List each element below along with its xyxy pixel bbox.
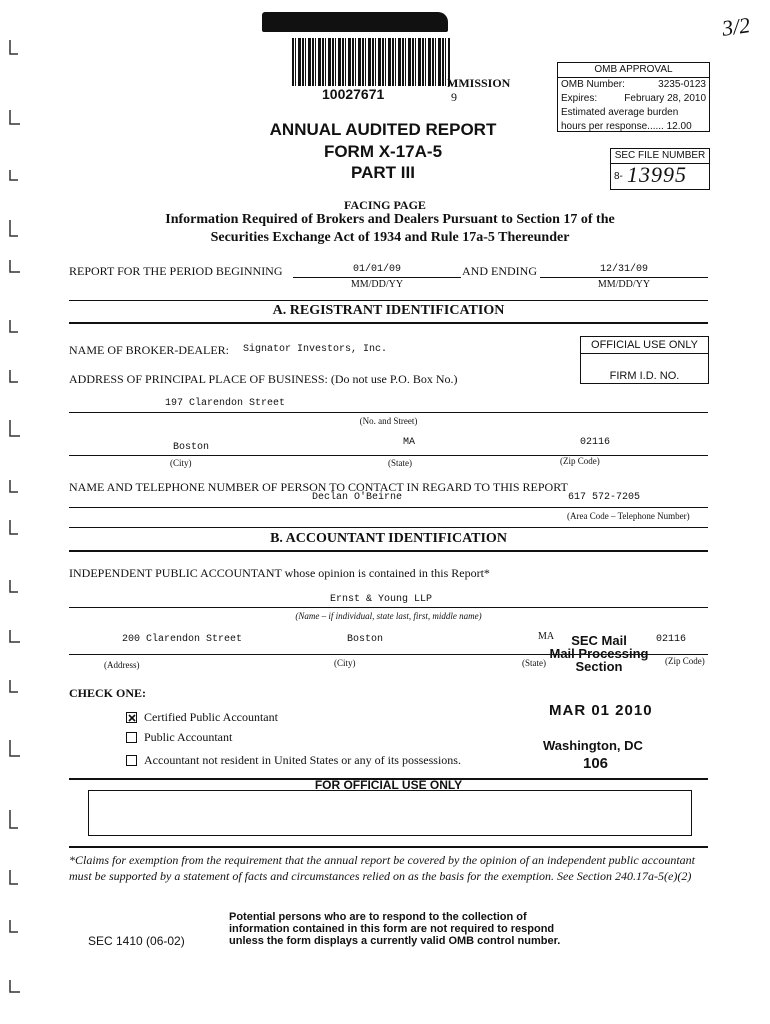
contact-name: Declan O'Beirne [312, 492, 403, 503]
state-value: MA [403, 437, 416, 448]
barcode [292, 38, 450, 86]
contact-label: NAME AND TELEPHONE NUMBER OF PERSON TO CONTACT IN REGARD TO THIS REPORT [69, 480, 568, 494]
accountant-label: INDEPENDENT PUBLIC ACCOUNTANT whose opinion is contained in this Report* [69, 566, 490, 580]
commission-fragment: MMISSION [447, 76, 511, 90]
omb-number-value: 3235-0123 [658, 79, 706, 90]
period-begin-format: MM/DD/YY [350, 279, 404, 290]
facing-label: FACING PAGE [344, 198, 426, 212]
facing-heading-2: Securities Exchange Act of 1934 and Rule 17a-5 Thereunder [210, 230, 570, 245]
contact-phone: 617 572-7205 [568, 492, 641, 503]
city-value: Boston [173, 442, 210, 453]
state-caption: (State) [388, 458, 412, 468]
stamp-number: 106 [583, 755, 609, 772]
zip-value: 02116 [580, 437, 611, 448]
sec-file-number-box [610, 148, 710, 190]
accountant-city-caption: (City) [334, 658, 356, 668]
accountant-city: Boston [347, 634, 384, 645]
stamp-date: MAR 01 2010 [549, 702, 653, 719]
period-end-value: 12/31/09 [599, 264, 648, 275]
facing-heading-1: Information Required of Brokers and Dealers Pursuant to Section 17 of the [165, 212, 615, 227]
scan-margin-marks [4, 20, 24, 1010]
part-title: PART III [351, 163, 415, 182]
commission-fragment-2: 9 [451, 90, 457, 104]
check-one-label: CHECK ONE: [69, 686, 147, 700]
period-begin-value: 01/01/09 [352, 264, 401, 275]
accountant-state: MA [538, 631, 555, 642]
option-checkbox-1[interactable] [126, 732, 137, 743]
scan-marks-svg [4, 20, 24, 1010]
form-number: SEC 1410 (06-02) [88, 934, 185, 948]
omb-burden-2: hours per response...... 12.00 [561, 121, 692, 132]
period-end-label: AND ENDING [462, 264, 537, 278]
accountant-state-caption: (State) [522, 658, 546, 668]
period-begin-label: REPORT FOR THE PERIOD BEGINNING [69, 264, 283, 278]
omb-expires-label: Expires: [561, 93, 598, 104]
notice-line-1: Potential persons who are to respond to the collection of [229, 911, 527, 923]
broker-name-value: Signator Investors, Inc. [243, 344, 388, 355]
accountant-value: Ernst & Young LLP [330, 594, 433, 605]
zip-caption: (Zip Code) [560, 456, 600, 466]
sec-file-value: 13995 [627, 162, 687, 187]
omb-burden-1: Estimated average burden [561, 107, 679, 118]
option-label-2: Accountant not resident in United States or any of its possessions. [144, 753, 461, 767]
stamp-line-3: Section [575, 659, 623, 674]
form-title: FORM X-17A-5 [323, 142, 443, 161]
address-label: ADDRESS OF PRINCIPAL PLACE OF BUSINESS: (Do not use P.O. Box No.) [69, 372, 458, 386]
omb-approval-box [557, 62, 710, 132]
option-label-1: Public Accountant [144, 730, 233, 744]
section-b-title: B. ACCOUNTANT IDENTIFICATION [270, 531, 507, 546]
omb-number-label: OMB Number: [561, 79, 625, 90]
stamp-line-2: Mail Processing [549, 646, 649, 661]
sec-mail-stamp [548, 634, 650, 673]
phone-caption: (Area Code – Telephone Number) [567, 511, 690, 521]
street-caption: (No. and Street) [359, 416, 418, 426]
official-use-box [580, 336, 709, 384]
stamp-city: Washington, DC [543, 738, 643, 753]
accountant-name-caption: (Name – if individual, state last, first, middle name) [295, 611, 482, 621]
redaction-bar [262, 12, 448, 32]
omb-expires-value: February 28, 2010 [624, 93, 706, 104]
barcode-number: 10027671 [322, 86, 385, 102]
accountant-address-caption: (Address) [104, 660, 140, 670]
option-checkbox-0[interactable] [126, 712, 137, 723]
accountant-zip-caption: (Zip Code) [665, 656, 705, 666]
report-title: ANNUAL AUDITED REPORT [269, 120, 497, 139]
official-use-area [88, 790, 692, 836]
accountant-address: 200 Clarendon Street [122, 634, 243, 645]
firm-id-label: FIRM I.D. NO. [609, 370, 680, 382]
official-use-heading: FOR OFFICIAL USE ONLY [314, 778, 463, 792]
handwritten-corner: 3/2 [720, 12, 752, 41]
sec-file-title: SEC FILE NUMBER [611, 149, 709, 164]
omb-title: OMB APPROVAL [558, 63, 709, 78]
omb-notice [229, 911, 569, 947]
period-end-format: MM/DD/YY [597, 279, 651, 290]
footnote: *Claims for exemption from the requirement that the annual report be covered by the opinion of an independent public accountant must be supported by a statement of facts and circumstances relied on as the basis for the exemption. See Section 240.17a-5(e)(2) [69, 853, 695, 883]
section-a-title: A. REGISTRANT IDENTIFICATION [272, 303, 505, 318]
street-value: 197 Clarendon Street [165, 398, 286, 409]
notice-line-2: information contained in this form are not required to respond [229, 923, 555, 935]
accountant-zip: 02116 [656, 634, 687, 645]
stamp-line-1: SEC Mail [571, 633, 627, 648]
sec-file-prefix: 8- [614, 171, 623, 182]
broker-name-label: NAME OF BROKER-DEALER: [69, 343, 230, 357]
option-checkbox-2[interactable] [126, 755, 137, 766]
official-use-label: OFFICIAL USE ONLY [581, 337, 708, 354]
option-label-0: Certified Public Accountant [144, 710, 278, 724]
notice-line-3: unless the form displays a currently valid OMB control number. [229, 935, 561, 947]
city-caption: (City) [170, 458, 192, 468]
